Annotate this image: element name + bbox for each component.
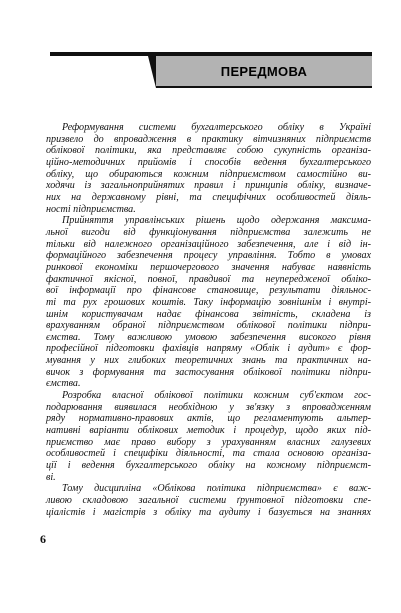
text-line: ливою складовою загальної системи ґрунтовної підготовки спе- (46, 495, 371, 506)
text-line: фактичної якісної, повної, правдивої та неупередженої обліко- (46, 273, 371, 285)
text-line: ємства. Тому важливою умовою забезпечення високого рівня (46, 331, 371, 343)
text-line: призвело до впровадження в практику вітчизняних підприємств (46, 133, 371, 145)
paragraph (46, 483, 371, 518)
text-line: обліку, що обираються кожним підприємством самостійно ви- (46, 168, 371, 180)
text-line: ходячи із загальноприйнятих правил і принципів обліку, визначе- (46, 180, 371, 192)
page-number: 6 (40, 532, 46, 546)
text-line: мування у них глибоких теоретичних знань та практичних на- (46, 355, 371, 367)
body-text (46, 122, 371, 518)
text-line: ринкової економіки першочергового значення набуває наявність (46, 261, 371, 273)
paragraph (46, 122, 371, 215)
text-line: Реформування системи бухгалтерського обліку в Україні (62, 122, 371, 133)
paragraph (46, 215, 371, 390)
text-line: ності підприємства. (46, 203, 136, 215)
text-line: облікової політики, яка представляє собою сукупність організа- (46, 145, 371, 157)
page-title: ПЕРЕДМОВА (220, 63, 308, 79)
text-line: подарювання виявилася необхідною у зв'язку з впровадженням (46, 401, 371, 413)
text-line: Розробка власної облікової політики кожним суб'єктом гос- (62, 390, 371, 402)
text-line: ціалістів і магістрів з обліку та аудиту і базується на знаннях (46, 506, 371, 518)
paragraph (46, 390, 371, 483)
text-line: тільки від належного організаційного забезпечення, але і від ін- (46, 238, 371, 250)
text-line: ції і ведення бухгалтерського обліку на кожному підприємст- (46, 460, 371, 472)
text-line: ті та рух грошових коштів. Таку інформацію зовнішнім і внутрі- (46, 296, 371, 308)
text-line: шнім користувачам надає фінансова звітність, складена із (46, 308, 371, 320)
text-line: нативні варіанти облікових методик і процедур, щодо яких під- (46, 425, 371, 437)
text-line: особливостей і специфіки діяльності, та стала основою організа- (46, 448, 371, 460)
text-line: формаційного забезпечення процесу управління. Тобто в умовах (46, 250, 371, 262)
text-line: Прийняття управлінських рішень щодо одержання максима- (62, 215, 371, 227)
text-line: професійної підготовки фахівців напряму «Облік і аудит» є фор- (46, 343, 371, 355)
text-line: ві. (46, 471, 56, 483)
text-line: вичок з формування та застосування облікової політики підпри- (46, 366, 371, 378)
text-line: вої інформації про фінансове становище, результати діяльнос- (46, 285, 371, 297)
text-line: врахуванням обраної підприємством облікової політики підпри- (46, 320, 371, 332)
text-line: них на державному рівні, та специфічних особливостей діяль- (46, 191, 371, 203)
text-line: Тому дисципліна «Облікова політика підприємства» є важ- (62, 483, 371, 495)
text-line: ційно-методичних прийомів і способів ведення бухгалтерського (46, 156, 371, 168)
header-notch-decoration (148, 56, 156, 88)
text-line: ємства. (46, 378, 81, 390)
text-line: приємство має право вибору з урахуванням власних галузевих (46, 436, 371, 448)
text-line: ряду нормативно-правових актів, що регламентують альтер- (46, 413, 371, 425)
text-line: льної вигоди від функціонування підприємства залежить не (46, 226, 371, 238)
